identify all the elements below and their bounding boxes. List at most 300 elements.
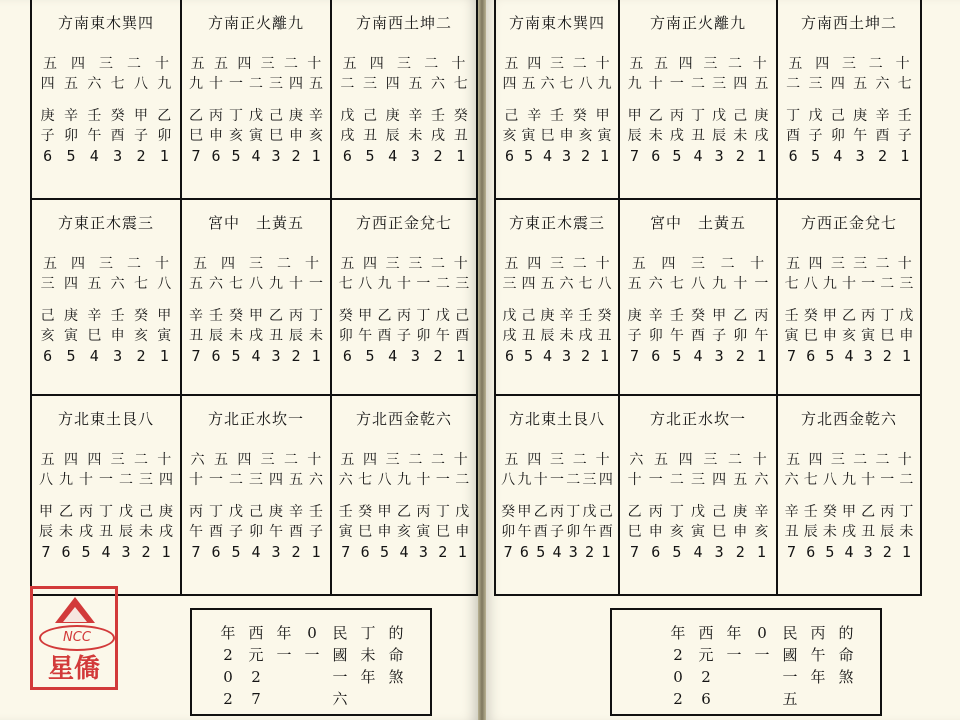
cell-char: 丙 — [861, 308, 876, 324]
cell-body — [500, 54, 614, 166]
cell-char: 酉 — [690, 328, 705, 344]
cell-char: 二 — [720, 256, 735, 272]
cell-row1-line — [624, 54, 772, 74]
cell-char: 2 — [877, 147, 887, 165]
footer-char: 年 — [810, 668, 826, 686]
footer-char: 2 — [251, 668, 261, 686]
footer-char: 年 — [670, 624, 686, 642]
cell-title: 方東正木震三 — [57, 214, 154, 232]
cell-char: 七 — [453, 76, 468, 92]
cell-char: 三 — [40, 276, 55, 292]
cell-row2-line — [336, 74, 472, 94]
cell-char: 5 — [672, 543, 682, 561]
cell-char: 十 — [897, 256, 912, 272]
cell-char: 2 — [580, 347, 591, 365]
cell-char: 午 — [853, 128, 868, 144]
cell-char: 未 — [559, 328, 574, 344]
cell-char: 戌 — [340, 128, 355, 144]
cell-title: 方南西土坤二 — [355, 14, 452, 32]
cell-char: 十 — [155, 256, 169, 272]
cell-char: 四 — [678, 452, 693, 468]
cell-gz1-line — [782, 106, 916, 126]
cell-char: 申 — [899, 328, 914, 344]
cell-char: 八 — [39, 472, 53, 488]
cell-char: 二 — [431, 452, 446, 468]
cell-char: 戌 — [502, 328, 517, 344]
cell-char: 五 — [87, 276, 102, 292]
cell-char: 二 — [435, 276, 450, 292]
cell-char: 3 — [714, 347, 724, 365]
footer-column — [780, 622, 800, 710]
cell-char: 四 — [661, 256, 676, 272]
cell-char: 三 — [830, 256, 845, 272]
footer-char: 丙 — [810, 624, 826, 642]
cell-char: 申 — [377, 524, 392, 540]
star-grid-cell — [182, 0, 332, 200]
cell-nums-line — [782, 346, 916, 366]
cell-nums-line — [186, 146, 326, 166]
cell-char: 二 — [566, 472, 581, 488]
cell-char: 申 — [648, 524, 663, 540]
cell-char: 辰 — [209, 328, 223, 344]
cell-char: 丑 — [597, 328, 612, 344]
cell-char: 庚 — [385, 108, 400, 124]
footer-char: 年 — [726, 624, 742, 642]
cell-char: 戌 — [578, 328, 593, 344]
cell-char: 亥 — [133, 328, 148, 344]
cell-char: 4 — [542, 347, 553, 365]
cell-gz2-line — [624, 126, 772, 146]
cell-body — [624, 450, 772, 562]
cell-char: 寅 — [690, 524, 705, 540]
cell-char: 四 — [159, 472, 173, 488]
cell-char: 戊 — [712, 108, 727, 124]
cell-char: 巳 — [269, 128, 283, 144]
cell-char: 1 — [756, 543, 766, 561]
cell-char: 甲 — [358, 308, 373, 324]
footer-char: 一 — [304, 646, 320, 664]
cell-char: 八 — [358, 276, 373, 292]
cell-char: 癸 — [110, 108, 125, 124]
cell-char: 癸 — [133, 308, 148, 324]
cell-char: 一 — [669, 76, 684, 92]
cell-char: 四 — [598, 472, 613, 488]
cell-char: 巳 — [358, 524, 373, 540]
footer-char: 2 — [223, 690, 233, 708]
cell-char: 三 — [455, 276, 470, 292]
cell-char: 6 — [806, 347, 816, 365]
cell-char: 甲 — [822, 308, 837, 324]
cell-char: 3 — [714, 147, 724, 165]
cell-char: 戌 — [669, 128, 684, 144]
footer-char: 0 — [307, 624, 317, 642]
cell-char: 丑 — [690, 128, 705, 144]
cell-char: 3 — [714, 543, 724, 561]
cell-char: 5 — [66, 347, 76, 365]
cell-char: 二 — [249, 76, 263, 92]
cell-char: 四 — [733, 76, 748, 92]
cell-char: 五 — [627, 276, 642, 292]
cell-char: 1 — [901, 543, 911, 561]
cell-char: 戌 — [249, 328, 263, 344]
cell-char: 三 — [260, 452, 275, 468]
cell-char: 三 — [99, 56, 113, 72]
cell-char: 六 — [338, 472, 353, 488]
cell-char: 4 — [844, 347, 854, 365]
cell-char: 未 — [309, 328, 323, 344]
cell-char: 十 — [307, 452, 322, 468]
cell-char: 二 — [899, 472, 914, 488]
cell-char: 辰 — [712, 128, 727, 144]
cell-gz1-line — [500, 306, 614, 326]
cell-char: 2 — [141, 543, 151, 561]
stamp-text: NCC — [39, 625, 115, 651]
cell-char: 庚 — [40, 108, 55, 124]
cell-char: 卯 — [63, 128, 78, 144]
star-grid-cell — [778, 200, 920, 396]
cell-char: 五 — [63, 76, 78, 92]
cell-row1-line — [36, 254, 176, 274]
cell-char: 五 — [43, 256, 57, 272]
cell-char: 九 — [712, 276, 727, 292]
cell-char: 申 — [455, 524, 470, 540]
cell-char: 二 — [277, 256, 291, 272]
cell-char: 庚 — [269, 504, 283, 520]
cell-char: 2 — [580, 147, 591, 165]
cell-char: 1 — [900, 147, 910, 165]
cell-char: 十 — [752, 56, 767, 72]
cell-char: 丁 — [99, 504, 113, 520]
cell-char: 五 — [654, 452, 668, 468]
cell-body — [624, 54, 772, 166]
cell-char: 五 — [40, 452, 55, 468]
cell-char: 己 — [830, 108, 845, 124]
cell-char: 三 — [408, 256, 423, 272]
cell-char: 癸 — [453, 108, 468, 124]
footer-char: 命 — [838, 646, 854, 664]
cell-title: 方南正火離九 — [207, 14, 304, 32]
cell-gz1-line — [500, 106, 614, 126]
cell-char: 己 — [139, 504, 153, 520]
footer-char: 西 — [698, 624, 714, 642]
star-grid-cell — [32, 200, 182, 396]
cell-char: 2 — [291, 347, 301, 365]
cell-gz1-line — [782, 306, 916, 326]
cell-char: 癸 — [690, 308, 705, 324]
footer-char: 年 — [220, 624, 236, 642]
cell-char: 丁 — [435, 504, 450, 520]
cell-char: 甲 — [517, 504, 532, 520]
cell-char: 六 — [87, 76, 102, 92]
cell-char: 一 — [229, 76, 243, 92]
cell-char: 十 — [533, 472, 548, 488]
cell-gz1-line — [186, 106, 326, 126]
cell-char: 丁 — [566, 504, 581, 520]
cell-char: 丙 — [669, 108, 684, 124]
cell-char: 7 — [503, 543, 513, 561]
cell-char: 4 — [101, 543, 111, 561]
cell-char: 四 — [527, 452, 542, 468]
cell-char: 丙 — [79, 504, 93, 520]
cell-char: 五 — [540, 276, 555, 292]
cell-char: 九 — [841, 472, 856, 488]
cell-char: 戊 — [690, 504, 705, 520]
cell-char: 八 — [578, 76, 593, 92]
ncc-stamp-logo — [30, 586, 118, 690]
cell-char: 亥 — [396, 524, 411, 540]
cell-char: 五 — [504, 56, 519, 72]
cell-char: 7 — [787, 347, 797, 365]
cell-char: 二 — [431, 256, 446, 272]
cell-char: 二 — [728, 56, 743, 72]
cell-char: 四 — [808, 256, 823, 272]
cell-char: 二 — [340, 76, 355, 92]
footer-column — [302, 622, 322, 666]
cell-char: 乙 — [627, 504, 642, 520]
cell-char: 丙 — [416, 504, 431, 520]
cell-char: 丑 — [189, 328, 203, 344]
cell-char: 戌 — [841, 524, 856, 540]
cell-char: 申 — [289, 128, 303, 144]
cell-char: 六 — [875, 76, 890, 92]
cell-char: 丁 — [416, 308, 431, 324]
cell-body — [36, 450, 176, 562]
cell-char: 戊 — [455, 504, 470, 520]
cell-char: 三 — [841, 56, 856, 72]
cell-char: 癸 — [501, 504, 516, 520]
cell-char: 一 — [861, 276, 876, 292]
cell-char: 七 — [358, 472, 373, 488]
cell-char: 己 — [363, 108, 377, 124]
cell-char: 酉 — [786, 128, 801, 144]
cell-char: 寅 — [416, 524, 431, 540]
cell-body — [782, 254, 916, 366]
cell-char: 5 — [81, 543, 91, 561]
cell-char: 丁 — [309, 308, 323, 324]
footer-char: 7 — [251, 690, 261, 708]
cell-row1-line — [782, 450, 916, 470]
cell-title: 方北西金乾六 — [800, 410, 897, 428]
cell-char: 戊 — [582, 504, 597, 520]
cell-char: 申 — [559, 128, 574, 144]
cell-char: 戌 — [754, 128, 769, 144]
cell-nums-line — [624, 542, 772, 562]
cell-char: 十 — [157, 452, 172, 468]
footer-char: 一 — [782, 668, 798, 686]
cell-gz1-line — [36, 306, 176, 326]
cell-gz1-line — [624, 106, 772, 126]
footer-char: 一 — [754, 646, 770, 664]
cell-char: 二 — [875, 256, 890, 272]
star-grid-cell — [332, 396, 476, 594]
cell-gz1-line — [500, 502, 614, 522]
cell-char: 3 — [113, 147, 123, 165]
cell-char: 四 — [63, 452, 78, 468]
cell-char: 3 — [561, 147, 572, 165]
footer-char: 煞 — [388, 668, 404, 686]
cell-char: 戊 — [249, 108, 263, 124]
cell-char: 丑 — [861, 524, 876, 540]
cell-char: 卯 — [416, 328, 431, 344]
star-grid-cell — [32, 396, 182, 594]
cell-char: 亥 — [669, 524, 684, 540]
cell-char: 己 — [598, 504, 613, 520]
cell-char: 丑 — [784, 524, 799, 540]
footer-column — [724, 622, 744, 666]
cell-char: 2 — [433, 147, 443, 165]
cell-nums-line — [624, 146, 772, 166]
cell-char: 酉 — [110, 128, 125, 144]
cell-char: 壬 — [209, 308, 223, 324]
cell-char: 6 — [360, 543, 370, 561]
cell-char: 3 — [568, 543, 578, 561]
cell-char: 巳 — [803, 328, 818, 344]
cell-char: 三 — [99, 256, 113, 272]
cell-char: 寅 — [784, 328, 799, 344]
cell-char: 十 — [289, 276, 303, 292]
cell-char: 九 — [517, 472, 532, 488]
cell-char: 七 — [578, 276, 593, 292]
footer-column — [808, 622, 828, 688]
cell-gz2-line — [624, 326, 772, 346]
cell-char: 甲 — [841, 504, 856, 520]
cell-char: 1 — [159, 347, 169, 365]
star-grid-cell — [332, 200, 476, 396]
cell-char: 寅 — [63, 328, 78, 344]
cell-char: 二 — [283, 56, 298, 72]
cell-char: 4 — [399, 543, 409, 561]
cell-char: 丁 — [209, 504, 223, 520]
cell-char: 巳 — [540, 128, 555, 144]
cell-char: 辰 — [385, 128, 400, 144]
cell-char: 三 — [502, 276, 517, 292]
cell-char: 1 — [456, 147, 466, 165]
star-grid-cell — [182, 200, 332, 396]
cell-char: 乙 — [377, 308, 392, 324]
cell-char: 5 — [810, 147, 820, 165]
footer-char: 一 — [276, 646, 292, 664]
cell-char: 壬 — [110, 308, 125, 324]
cell-char: 6 — [651, 147, 661, 165]
cell-char: 4 — [388, 347, 398, 365]
cell-char: 亥 — [309, 128, 323, 144]
cell-char: 庚 — [63, 308, 78, 324]
cell-char: 子 — [40, 128, 55, 144]
cell-nums-line — [782, 146, 916, 166]
cell-char: 二 — [572, 256, 587, 272]
cell-gz2-line — [336, 126, 472, 146]
cell-char: 6 — [651, 543, 661, 561]
cell-char: 四 — [237, 56, 252, 72]
cell-char: 十 — [750, 256, 765, 272]
footer-char: 年 — [276, 624, 292, 642]
cell-char: 寅 — [157, 328, 172, 344]
cell-char: 子 — [133, 128, 148, 144]
cell-char: 七 — [803, 472, 818, 488]
cell-gz2-line — [782, 326, 916, 346]
cell-body — [500, 450, 614, 562]
star-grid-cell — [32, 0, 182, 200]
cell-char: 壬 — [803, 504, 818, 520]
cell-char: 壬 — [897, 108, 912, 124]
cell-char: 二 — [690, 76, 705, 92]
cell-char: 甲 — [249, 308, 263, 324]
cell-char: 六 — [431, 76, 446, 92]
cell-row1-line — [336, 254, 472, 274]
cell-char: 一 — [880, 472, 895, 488]
cell-gz1-line — [336, 306, 472, 326]
cell-char: 2 — [136, 347, 146, 365]
cell-body — [336, 450, 472, 562]
footer-column — [246, 622, 266, 710]
cell-gz2-line — [336, 522, 472, 542]
left-page-grid — [30, 0, 478, 596]
cell-char: 五 — [340, 452, 355, 468]
cell-char: 4 — [542, 147, 553, 165]
cell-char: 5 — [523, 147, 534, 165]
footer-column — [752, 622, 772, 666]
cell-char: 4 — [251, 347, 261, 365]
cell-char: 壬 — [309, 504, 323, 520]
cell-char: 四 — [830, 76, 845, 92]
cell-char: 6 — [806, 543, 816, 561]
cell-char: 寅 — [597, 128, 612, 144]
cell-row2-line — [36, 470, 176, 490]
cell-char: 三 — [549, 256, 564, 272]
footer-column — [836, 622, 856, 688]
cell-char: 十 — [897, 452, 912, 468]
cell-char: 三 — [249, 472, 263, 488]
cell-char: 二 — [133, 452, 148, 468]
cell-char: 2 — [882, 543, 892, 561]
cell-row2-line — [624, 74, 772, 94]
cell-body — [186, 254, 326, 366]
cell-char: 三 — [853, 256, 868, 272]
cell-body — [36, 254, 176, 366]
cell-body — [186, 54, 326, 166]
cell-char: 四 — [63, 276, 78, 292]
cell-char: 十 — [595, 256, 610, 272]
cell-char: 酉 — [377, 328, 392, 344]
cell-char: 八 — [690, 276, 705, 292]
star-grid-cell — [182, 396, 332, 594]
cell-row2-line — [782, 470, 916, 490]
cell-nums-line — [36, 542, 176, 562]
cell-char: 己 — [521, 308, 536, 324]
cell-char: 卯 — [830, 128, 845, 144]
cell-body — [336, 254, 472, 366]
cell-char: 四 — [289, 76, 303, 92]
cell-char: 寅 — [249, 128, 263, 144]
cell-body — [186, 450, 326, 562]
cell-char: 二 — [408, 452, 423, 468]
cell-char: 4 — [251, 543, 261, 561]
cell-char: 六 — [629, 452, 644, 468]
cell-char: 二 — [127, 56, 141, 72]
cell-char: 乙 — [841, 308, 856, 324]
cell-char: 未 — [408, 128, 423, 144]
cell-body — [624, 254, 772, 366]
cell-char: 5 — [536, 543, 546, 561]
cell-char: 3 — [418, 543, 428, 561]
footer-char: 6 — [701, 690, 711, 708]
cell-char: 六 — [754, 472, 769, 488]
cell-char: 八 — [157, 276, 172, 292]
right-page-footer-note — [610, 608, 882, 716]
cell-row1-line — [782, 254, 916, 274]
cell-char: 五 — [521, 76, 536, 92]
cell-char: 戌 — [159, 524, 173, 540]
